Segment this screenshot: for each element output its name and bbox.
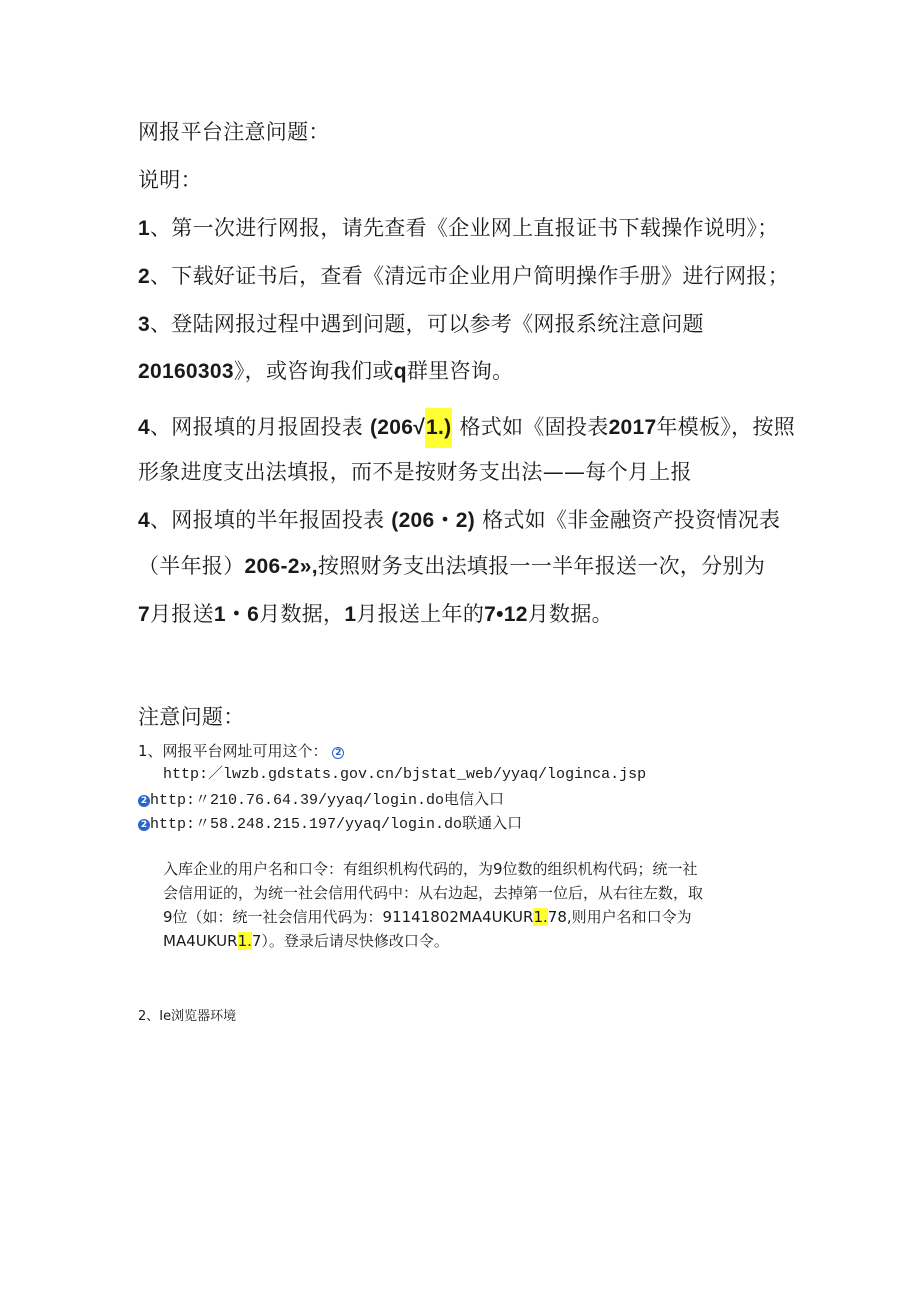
- url-3-label: 联通入口: [462, 814, 523, 832]
- login-para-l4-a: MA4UKUR: [163, 932, 238, 950]
- item-5-n4: 7•12: [484, 603, 528, 626]
- item-3: [138, 310, 704, 339]
- url-3-link[interactable]: http:〃58.248.215.197/yyaq/login.do: [150, 816, 463, 833]
- item-5: [138, 506, 780, 535]
- login-para-l3-highlight: 1.: [533, 908, 548, 926]
- login-para-l4-highlight: 1.: [237, 932, 252, 950]
- item-1: [138, 214, 779, 243]
- item-3-sep: 、: [149, 312, 172, 336]
- item-5-n2: 1・6: [213, 603, 260, 626]
- note-1-label: 1、网报平台网址可用这个：: [138, 742, 328, 760]
- item-5-n1: 7: [138, 603, 150, 626]
- item-3-cont-a: 》，或咨询我们或: [233, 359, 394, 383]
- url-2-link[interactable]: http:〃210.76.64.39/yyaq/login.do: [150, 792, 445, 809]
- note-2: 2、Ie浏览器环境: [138, 1009, 237, 1024]
- item-5-cont2-d: 月数据。: [527, 602, 613, 626]
- item-1-text: 第一次进行网报，请先查看《企业网上直报证书下载操作说明》；: [171, 216, 779, 240]
- item-3-continued: [138, 357, 513, 386]
- item-5-continued-2: [138, 600, 613, 629]
- notes-title: 注意问题：: [138, 705, 245, 729]
- login-para-line-4: [163, 930, 449, 952]
- item-1-number: 1: [138, 217, 150, 240]
- url-2-label: 电信入口: [444, 790, 505, 808]
- item-2-text: 下载好证书后，查看《清远市企业用户简明操作手册》进行网报；: [171, 264, 789, 288]
- item-3-text: 登陆网报过程中遇到问题，可以参考《网报系统注意问题: [171, 312, 704, 336]
- url-3: [138, 812, 522, 836]
- login-para-line-3: [163, 906, 692, 928]
- info-bullet-icon: 2: [332, 747, 344, 759]
- item-5-cont2-a: 月报送: [149, 602, 214, 626]
- item-4-number: 4: [138, 416, 150, 439]
- item-4-text-a: 网报填的月报固投表: [171, 415, 363, 439]
- url-1-link[interactable]: http:／lwzb.gdstats.gov.cn/bjstat_web/yyaq/loginca.jsp: [163, 766, 647, 783]
- item-5-text-b: 格式如《非金融资产投资情况表: [482, 508, 781, 532]
- item-2-sep: 、: [149, 264, 172, 288]
- item-4-sep: 、: [149, 415, 172, 439]
- item-5-code: (206・2): [391, 509, 476, 532]
- item-5-text-a: 网报填的半年报固投表: [171, 508, 385, 532]
- item-3-cont-b: 群里咨询。: [406, 359, 514, 383]
- item-5-n3: 1: [344, 603, 357, 626]
- page-heading: 网报平台注意问题：: [138, 120, 330, 144]
- bullet-icon: 2: [138, 819, 150, 831]
- login-para-l3-a: 9位（如：统一社会信用代码为：91141802MA4UKUR: [163, 908, 534, 926]
- login-para-l4-b: 7）。登录后请尽快修改口令。: [251, 932, 449, 950]
- item-2: [138, 262, 789, 291]
- item-5-cont2-b: 月数据，: [259, 602, 345, 626]
- item-3-date: 20160303: [138, 360, 234, 383]
- login-para-line-2: 会信用证的，为统一社会信用代码中：从右边起，去掉第一位后，从右往左数，取: [163, 884, 704, 902]
- item-5-cont1-a: （半年报）: [138, 554, 245, 578]
- item-5-sep: 、: [149, 508, 172, 532]
- item-4-continued: 形象进度支出法填报，而不是按财务支出法——每个月上报: [138, 460, 692, 484]
- item-4-year: 2017: [608, 416, 657, 439]
- item-5-cont1-code: 206-2»,: [244, 555, 318, 578]
- item-3-number: 3: [138, 313, 150, 336]
- note-1: [138, 740, 344, 762]
- login-para-l3-b: 78,则用户名和口令为: [547, 908, 692, 926]
- item-4: [138, 408, 795, 448]
- item-5-continued-1: [138, 552, 765, 581]
- bullet-icon: 2: [138, 795, 150, 807]
- intro-label: 说明：: [138, 168, 202, 192]
- item-4-text-b: 格式如《固投表: [459, 415, 609, 439]
- item-5-cont1-b: 按照财务支出法填报一一半年报送一次，分别为: [317, 554, 766, 578]
- item-4-text-c: 年模板》，按照: [656, 415, 796, 439]
- item-5-cont2-c: 月报送上年的: [356, 602, 485, 626]
- login-para-line-1: 入库企业的用户名和口令：有组织机构代码的，为9位数的组织机构代码；统一社: [163, 860, 698, 878]
- item-2-number: 2: [138, 265, 150, 288]
- item-3-q: q: [393, 360, 407, 383]
- item-5-number: 4: [138, 509, 150, 532]
- item-4-code-highlight: 1.): [425, 408, 452, 448]
- url-2: [138, 788, 504, 812]
- item-4-code: (206√: [369, 416, 426, 439]
- item-1-sep: 、: [149, 216, 172, 240]
